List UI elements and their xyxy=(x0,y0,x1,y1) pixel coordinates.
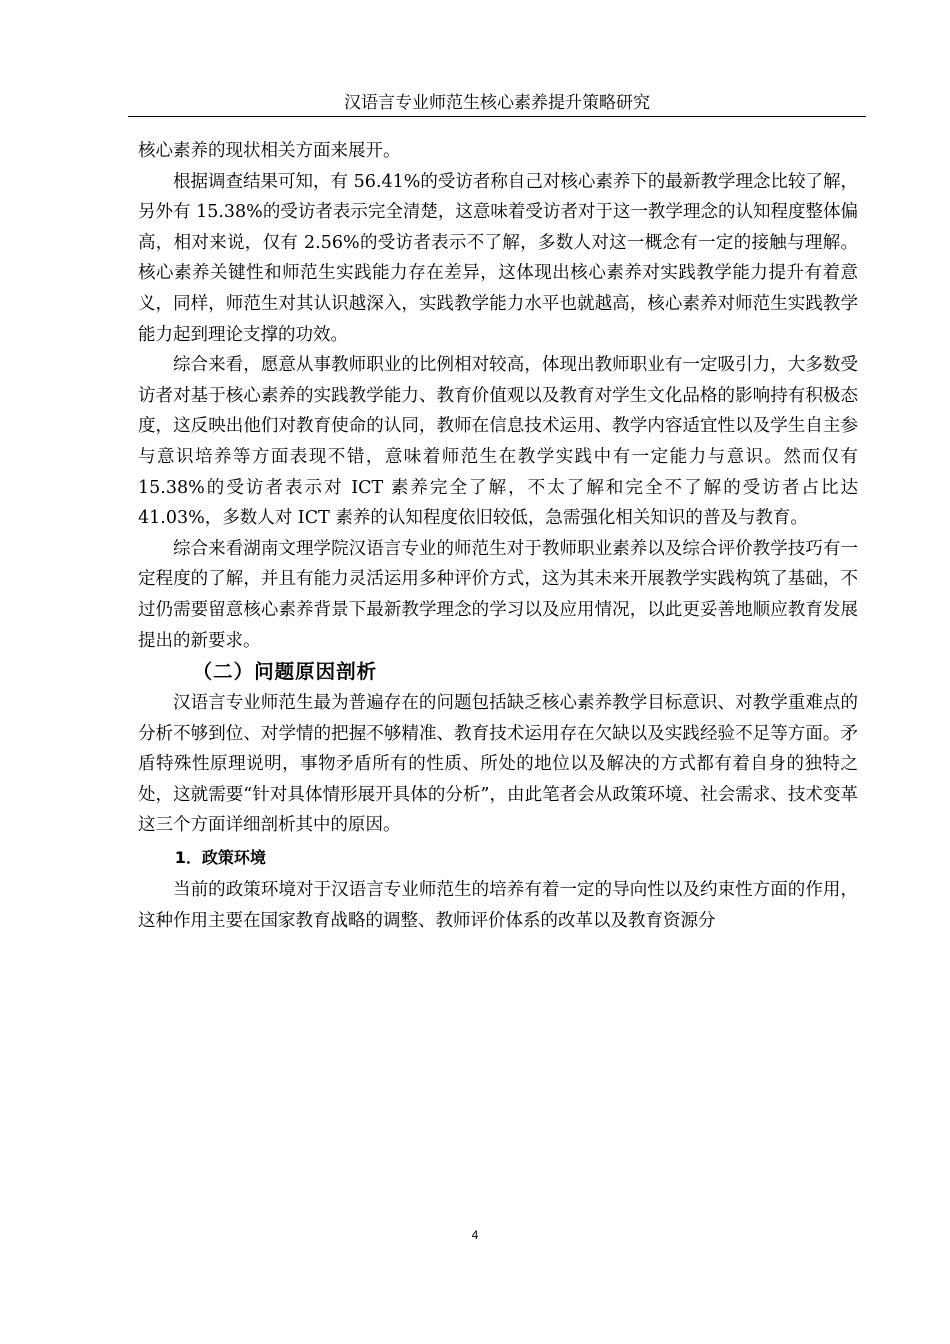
subsection-heading: 1．政策环境 xyxy=(174,848,266,868)
paragraph-summary: 综合来看湖南文理学院汉语言专业的师范生对于教师职业素养以及综合评价教学技巧有一定程度的了解，并且有能力灵活运用多种评价方式，这为其未来开展教学实践构筑了基础，不过仍需要留意核心素养背景下最新教学理念的学习以及应用情况，以此更妥善地顺应教育发展提出的新要求。 xyxy=(138,538,858,651)
paragraph-continuation: 核心素养的现状相关方面来展开。 xyxy=(138,141,401,161)
header-title: 汉语言专业师范生核心素养提升策略研究 xyxy=(344,93,650,113)
page-header xyxy=(128,92,866,117)
paragraph-overall-view: 综合来看，愿意从事教师职业的比例相对较高，体现出教师职业有一定吸引力，大多数受访者对基于核心素养的实践教学能力、教育价值观以及教育对学生文化品格的影响持有积极态度，这反映出他们对教育使命的认同，教师在信息技术运用、教学内容适宜性以及学生自主参与意识培养等方面表现不错，意味着师范生在教学实践中有一定能力与意识。然而仅有 15.38%的受访者表示对 ICT 素养完全了解，不太了解和完全不了解的受访者占比达 41.03%，多数人对 ICT 素养的认知程度依旧较低，急需强化相关知识的普及与教育。 xyxy=(138,355,858,529)
page-number: 4 xyxy=(471,1228,479,1242)
paragraph-survey-results: 根据调查结果可知，有 56.41%的受访者称自己对核心素养下的最新教学理念比较了解，另外有 15.38%的受访者表示完全清楚，这意味着受访者对于这一教学理念的认知程度整体偏高，相对来说，仅有 2.56%的受访者表示不了解，多数人对这一概念有一定的接触与理解。核心素养关键性和师范生实践能力存在差异，这体现出核心素养对实践教学能力提升有着意义，同样，师范生对其认识越深入，实践教学能力水平也就越高，核心素养对师范生实践教学能力起到理论支撑的功效。 xyxy=(138,171,858,345)
section-heading: （二）问题原因剖析 xyxy=(192,660,378,684)
paragraph-policy-environment: 当前的政策环境对于汉语言专业师范生的培养有着一定的导向性以及约束性方面的作用，这种作用主要在国家教育战略的调整、教师评价体系的改革以及教育资源分 xyxy=(138,880,858,931)
paragraph-problem-analysis: 汉语言专业师范生最为普遍存在的问题包括缺乏核心素养教学目标意识、对教学重难点的分析不够到位、对学情的把握不够精准、教育技术运用存在欠缺以及实践经验不足等方面。矛盾特殊性原理说明，事物矛盾所有的性质、所处的地位以及解决的方式都有着自身的独特之处，这就需要“针对具体情形展开具体的分析”，由此笔者会从政策环境、社会需求、技术变革这三个方面详细剖析其中的原因。 xyxy=(138,693,858,836)
document-body xyxy=(138,136,858,936)
